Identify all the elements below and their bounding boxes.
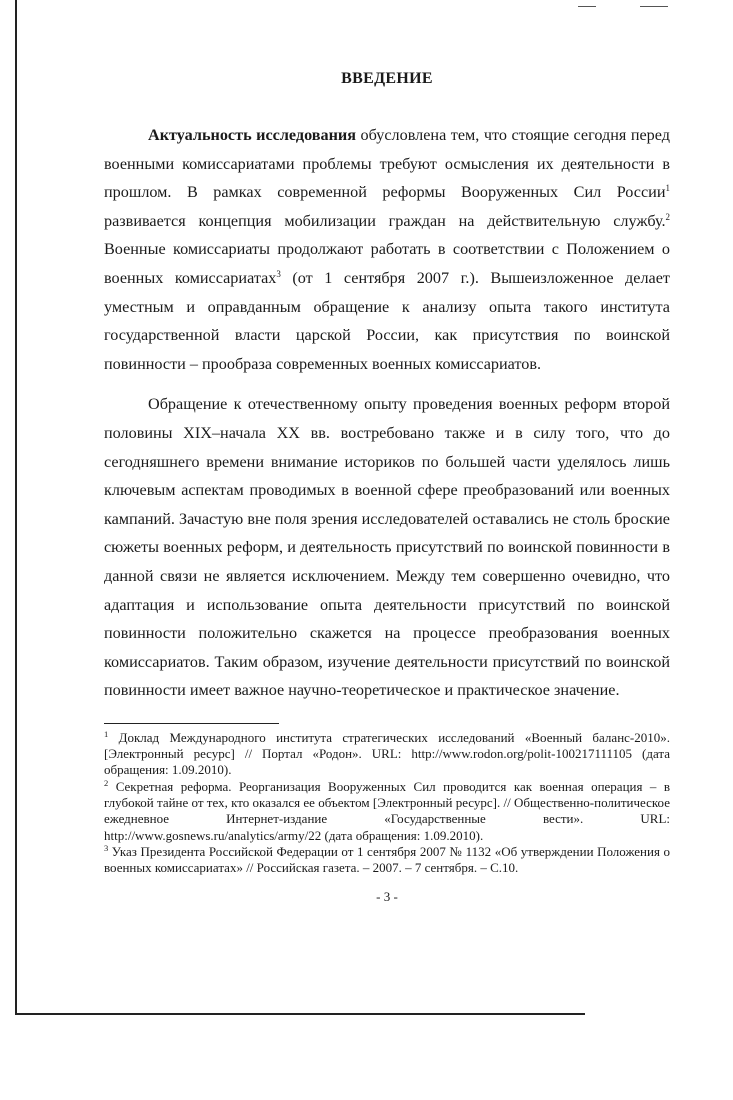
footnote-ref-3: 3 bbox=[276, 268, 281, 279]
paragraph-relevance: Актуальность исследования обусловлена тем, что стоящие сегодня перед военными комиссариатами проблемы требуют осмысления их деятельности в прошлом. В рамках современной реформы Вооруженных Сил России$^1$ развивается концепция мобилизации граждан на действительную службу.$^2$ Военные комиссариаты продолжают работать в соответствии с Положением о военных комиссариатах$^3$ (от 1 сентября 2007 г.). Вышеизложенное делает уместным и оправданным обращение к анализу опыта такого института государственной власти царской России, как присутствия по воинской повинности – прообраза современных военных комиссариатов. bbox=[104, 126, 670, 373]
scan-left-border bbox=[15, 0, 17, 1015]
footnote-ref-2: 2 bbox=[665, 211, 670, 222]
page-title: ВВЕДЕНИЕ bbox=[341, 70, 433, 87]
paragraph-experience: Обращение к отечественному опыту проведения военных реформ второй половины XIX–начала XX вв. востребовано также и в силу того, что до сегодняшнего времени внимание историков по большей части уделялось лишь ключевым аспектам проводимых в военной сфере преобразований или военных кампаний. Зачастую вне поля зрения исследователей оставались не столь броские сюжеты военных реформ, и деятельность присутствий по воинской повинности в данной связи не является исключением. Между тем совершенно очевидно, что адаптация и использование опыта деятельности присутствий по воинской повинности положительно скажется на процессе преобразования военных комиссариатов. Таким образом, изучение деятельности присутствий по воинской повинности имеет важное научно-теоретическое и практическое значение. bbox=[104, 395, 670, 700]
footnote-2: $^2$ Секретная реформа. Реорганизация Вооруженных Сил проводится как военная операция – в глубокой тайне от тех, кто оказался ее объектом [Электронный ресурс]. // Общественно-политическое ежедневное Интернет-издание «Государственные вести». URL: http://www.gosnews.ru/analytics/army/22 (дата обращения: 1.09.2010). bbox=[104, 777, 670, 843]
relevance-lead: Актуальность исследования bbox=[148, 126, 357, 144]
scan-top-marks bbox=[578, 6, 728, 8]
scan-bottom-border bbox=[15, 1013, 585, 1015]
footnote-3: $^3$ Указ Президента Российской Федерации от 1 сентября 2007 № 1132 «Об утверждении Положения о военных комиссариатах» // Российская газета. – 2007. – 7 сентября. – С.10. bbox=[104, 842, 670, 876]
page-content bbox=[104, 70, 670, 905]
footnote-separator bbox=[104, 723, 279, 724]
page-number: - 3 - bbox=[376, 888, 398, 904]
footnote-1: $^1$ Доклад Международного института стратегических исследований «Военный баланс-2010». [Электронный ресурс] // Портал «Родон». URL: http://www.rodon.org/polit-100217111105 (дата обращения: 1.09.2010). bbox=[104, 728, 670, 778]
footnote-ref-1: 1 bbox=[665, 183, 670, 194]
